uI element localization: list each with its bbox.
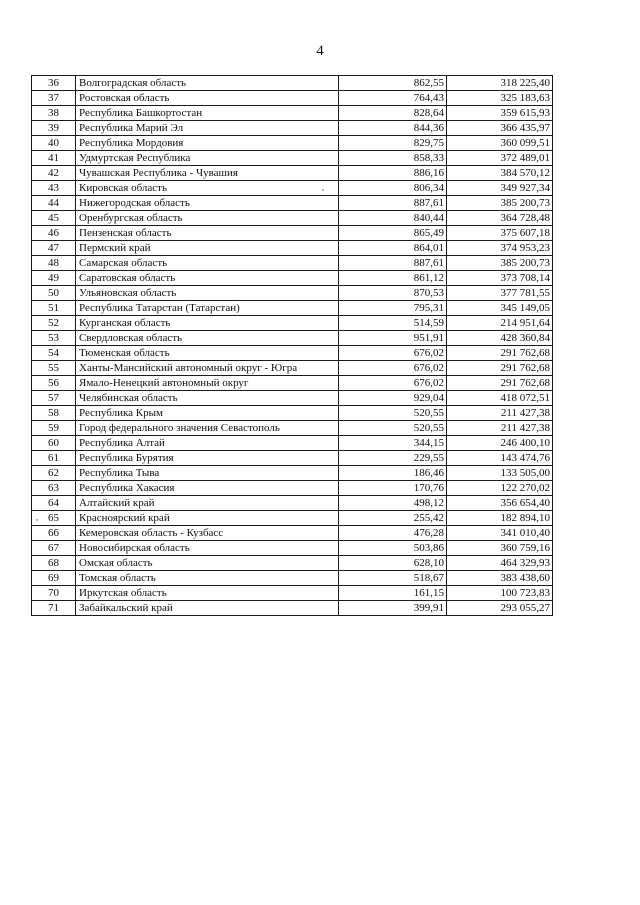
value1-cell: 887,61: [339, 196, 447, 211]
value2-cell: 366 435,97: [447, 121, 553, 136]
table-row: [32, 406, 553, 421]
value2-cell: 364 728,48: [447, 211, 553, 226]
value2-cell: 100 723,83: [447, 586, 553, 601]
row-number-cell: 48: [32, 256, 76, 271]
value2-cell: 356 654,40: [447, 496, 553, 511]
regions-table-body: [32, 76, 553, 616]
row-number-cell: 65: [32, 511, 76, 526]
value2-cell: 377 781,55: [447, 286, 553, 301]
table-row: [32, 376, 553, 391]
table-row: [32, 316, 553, 331]
region-name-cell: Иркутская область: [76, 586, 339, 601]
table-row: [32, 166, 553, 181]
value1-cell: 676,02: [339, 361, 447, 376]
table-row: [32, 571, 553, 586]
value1-cell: 676,02: [339, 376, 447, 391]
value1-cell: 795,31: [339, 301, 447, 316]
value1-cell: 861,12: [339, 271, 447, 286]
table-row: [32, 601, 553, 616]
region-name-cell: Чувашская Республика - Чувашия: [76, 166, 339, 181]
scan-speck: [322, 189, 324, 191]
table-row: [32, 196, 553, 211]
region-name-cell: Республика Башкортостан: [76, 106, 339, 121]
value2-cell: 372 489,01: [447, 151, 553, 166]
region-name-cell: Алтайский край: [76, 496, 339, 511]
table-row: [32, 106, 553, 121]
value1-cell: 886,16: [339, 166, 447, 181]
value2-cell: 359 615,93: [447, 106, 553, 121]
table-row: [32, 361, 553, 376]
row-number-cell: 55: [32, 361, 76, 376]
row-number-cell: 43: [32, 181, 76, 196]
table-row: [32, 541, 553, 556]
region-name-cell: Свердловская область: [76, 331, 339, 346]
region-name-cell: Республика Татарстан (Татарстан): [76, 301, 339, 316]
row-number-cell: 39: [32, 121, 76, 136]
value1-cell: 520,55: [339, 406, 447, 421]
region-name-cell: Республика Хакасия: [76, 481, 339, 496]
region-name-cell: Омская область: [76, 556, 339, 571]
table-row: [32, 346, 553, 361]
row-number-cell: 51: [32, 301, 76, 316]
row-number-cell: 52: [32, 316, 76, 331]
row-number-cell: 44: [32, 196, 76, 211]
region-name-cell: Ханты-Мансийский автономный округ - Югра: [76, 361, 339, 376]
row-number-cell: 47: [32, 241, 76, 256]
value1-cell: 840,44: [339, 211, 447, 226]
value2-cell: 143 474,76: [447, 451, 553, 466]
value2-cell: 293 055,27: [447, 601, 553, 616]
table-row: [32, 526, 553, 541]
region-name-cell: Нижегородская область: [76, 196, 339, 211]
value2-cell: 318 225,40: [447, 76, 553, 91]
value2-cell: 360 759,16: [447, 541, 553, 556]
region-name-cell: Ямало-Ненецкий автономный округ: [76, 376, 339, 391]
row-number-cell: 45: [32, 211, 76, 226]
value1-cell: 829,75: [339, 136, 447, 151]
value1-cell: 503,86: [339, 541, 447, 556]
region-name-cell: Волгоградская область: [76, 76, 339, 91]
row-number-cell: 64: [32, 496, 76, 511]
table-row: [32, 331, 553, 346]
region-name-cell: Самарская область: [76, 256, 339, 271]
region-name-cell: Республика Тыва: [76, 466, 339, 481]
value1-cell: 628,10: [339, 556, 447, 571]
row-number-cell: 40: [32, 136, 76, 151]
region-name-cell: Оренбургская область: [76, 211, 339, 226]
value1-cell: 476,28: [339, 526, 447, 541]
value1-cell: 344,15: [339, 436, 447, 451]
value2-cell: 375 607,18: [447, 226, 553, 241]
row-number-cell: 68: [32, 556, 76, 571]
row-number-cell: 57: [32, 391, 76, 406]
value2-cell: 384 570,12: [447, 166, 553, 181]
value1-cell: 498,12: [339, 496, 447, 511]
value2-cell: 291 762,68: [447, 346, 553, 361]
row-number-cell: 38: [32, 106, 76, 121]
region-name-cell: Курганская область: [76, 316, 339, 331]
table-row: [32, 451, 553, 466]
table-row: [32, 511, 553, 526]
table-row: [32, 286, 553, 301]
row-number-cell: 59: [32, 421, 76, 436]
region-name-cell: Удмуртская Республика: [76, 151, 339, 166]
row-number-cell: 50: [32, 286, 76, 301]
row-number-cell: 66: [32, 526, 76, 541]
table-row: [32, 181, 553, 196]
row-number-cell: 36: [32, 76, 76, 91]
region-name-cell: Красноярский край: [76, 511, 339, 526]
region-name-cell: Новосибирская область: [76, 541, 339, 556]
region-name-cell: Челябинская область: [76, 391, 339, 406]
region-name-cell: Республика Крым: [76, 406, 339, 421]
value1-cell: 806,34: [339, 181, 447, 196]
row-number-cell: 41: [32, 151, 76, 166]
row-number-cell: 49: [32, 271, 76, 286]
region-name-cell: Кемеровская область - Кузбасс: [76, 526, 339, 541]
value1-cell: 870,53: [339, 286, 447, 301]
table-row: [32, 91, 553, 106]
value2-cell: 385 200,73: [447, 256, 553, 271]
row-number-cell: 58: [32, 406, 76, 421]
value1-cell: 764,43: [339, 91, 447, 106]
value1-cell: 520,55: [339, 421, 447, 436]
value1-cell: 255,42: [339, 511, 447, 526]
region-name-cell: Город федерального значения Севастополь: [76, 421, 339, 436]
value1-cell: 865,49: [339, 226, 447, 241]
value1-cell: 828,64: [339, 106, 447, 121]
value1-cell: 170,76: [339, 481, 447, 496]
table-row: [32, 256, 553, 271]
table-row: [32, 151, 553, 166]
value1-cell: 676,02: [339, 346, 447, 361]
table-row: [32, 436, 553, 451]
table-row: [32, 466, 553, 481]
value2-cell: 133 505,00: [447, 466, 553, 481]
value1-cell: 186,46: [339, 466, 447, 481]
row-number-cell: 71: [32, 601, 76, 616]
row-number-cell: 53: [32, 331, 76, 346]
value2-cell: 345 149,05: [447, 301, 553, 316]
table-row: [32, 421, 553, 436]
table-row: [32, 556, 553, 571]
table-row: [32, 136, 553, 151]
value2-cell: 291 762,68: [447, 361, 553, 376]
row-number-cell: 37: [32, 91, 76, 106]
table-row: [32, 271, 553, 286]
value1-cell: 951,91: [339, 331, 447, 346]
value2-cell: 464 329,93: [447, 556, 553, 571]
region-name-cell: Тюменская область: [76, 346, 339, 361]
value2-cell: 246 400,10: [447, 436, 553, 451]
value1-cell: 864,01: [339, 241, 447, 256]
row-number-cell: 46: [32, 226, 76, 241]
value1-cell: 518,67: [339, 571, 447, 586]
value2-cell: 182 894,10: [447, 511, 553, 526]
value2-cell: 374 953,23: [447, 241, 553, 256]
region-name-cell: Пензенская область: [76, 226, 339, 241]
value1-cell: 514,59: [339, 316, 447, 331]
table-row: [32, 211, 553, 226]
row-number-cell: 67: [32, 541, 76, 556]
value2-cell: 383 438,60: [447, 571, 553, 586]
value2-cell: 373 708,14: [447, 271, 553, 286]
table-row: [32, 121, 553, 136]
region-name-cell: Забайкальский край: [76, 601, 339, 616]
row-number-cell: 54: [32, 346, 76, 361]
table-row: [32, 391, 553, 406]
region-name-cell: Томская область: [76, 571, 339, 586]
value1-cell: 229,55: [339, 451, 447, 466]
value1-cell: 161,15: [339, 586, 447, 601]
row-number-cell: 61: [32, 451, 76, 466]
table-row: [32, 226, 553, 241]
table-row: [32, 301, 553, 316]
region-name-cell: Республика Мордовия: [76, 136, 339, 151]
table-row: [32, 586, 553, 601]
value2-cell: 385 200,73: [447, 196, 553, 211]
row-number-cell: 42: [32, 166, 76, 181]
value2-cell: 418 072,51: [447, 391, 553, 406]
region-name-cell: Ростовская область: [76, 91, 339, 106]
table-row: [32, 76, 553, 91]
value1-cell: 887,61: [339, 256, 447, 271]
value1-cell: 858,33: [339, 151, 447, 166]
value1-cell: 399,91: [339, 601, 447, 616]
row-number-cell: 63: [32, 481, 76, 496]
value1-cell: 862,55: [339, 76, 447, 91]
region-name-cell: Республика Бурятия: [76, 451, 339, 466]
region-name-cell: Пермский край: [76, 241, 339, 256]
region-name-cell: Республика Алтай: [76, 436, 339, 451]
regions-table: [31, 75, 553, 616]
region-name-cell: Ульяновская область: [76, 286, 339, 301]
value2-cell: 360 099,51: [447, 136, 553, 151]
value2-cell: 291 762,68: [447, 376, 553, 391]
table-row: [32, 481, 553, 496]
table-row: [32, 241, 553, 256]
region-name-cell: Кировская область: [76, 181, 339, 196]
row-number-cell: 70: [32, 586, 76, 601]
page-number: 4: [316, 43, 324, 59]
value2-cell: 325 183,63: [447, 91, 553, 106]
value2-cell: 122 270,02: [447, 481, 553, 496]
value2-cell: 428 360,84: [447, 331, 553, 346]
value1-cell: 929,04: [339, 391, 447, 406]
value2-cell: 211 427,38: [447, 421, 553, 436]
region-name-cell: Саратовская область: [76, 271, 339, 286]
row-number-cell: 62: [32, 466, 76, 481]
value2-cell: 341 010,40: [447, 526, 553, 541]
value1-cell: 844,36: [339, 121, 447, 136]
value2-cell: 211 427,38: [447, 406, 553, 421]
region-name-cell: Республика Марий Эл: [76, 121, 339, 136]
scan-speck: [36, 519, 38, 521]
value2-cell: 349 927,34: [447, 181, 553, 196]
row-number-cell: 69: [32, 571, 76, 586]
table-row: [32, 496, 553, 511]
row-number-cell: 56: [32, 376, 76, 391]
row-number-cell: 60: [32, 436, 76, 451]
value2-cell: 214 951,64: [447, 316, 553, 331]
